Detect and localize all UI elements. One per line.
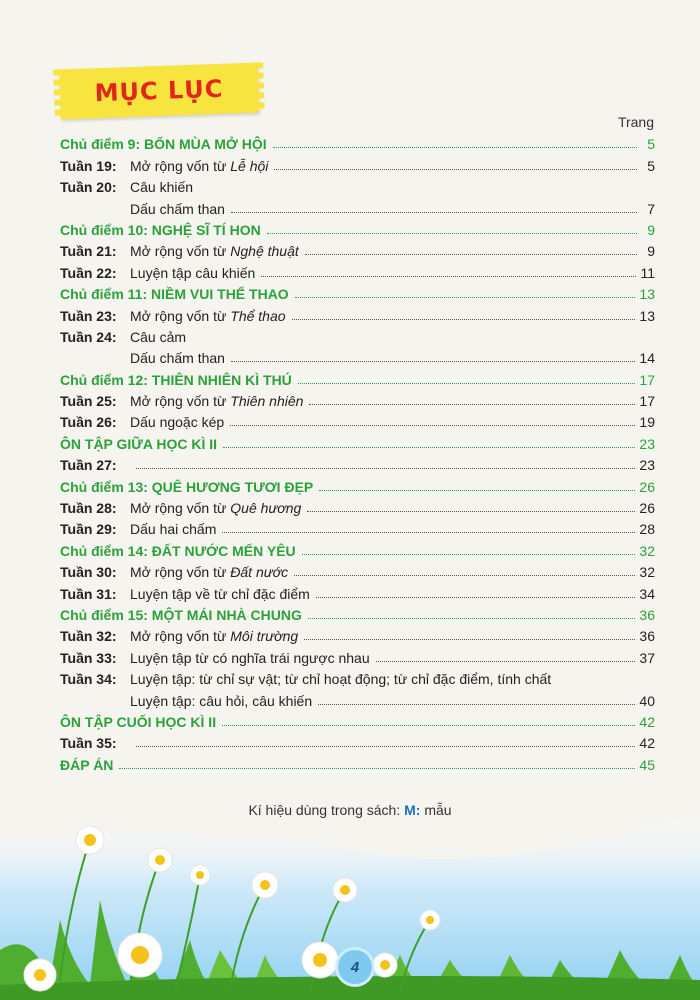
- toc-section-row: [60, 538, 655, 559]
- dot-leader: [307, 511, 635, 512]
- entry-text: Luyện tập câu khiến: [130, 264, 256, 281]
- entry-topic: Thiên nhiên: [230, 393, 304, 410]
- dot-leader: [222, 532, 635, 533]
- dot-leader: [302, 554, 636, 555]
- dot-leader: [308, 618, 636, 619]
- page-number: 37: [639, 649, 655, 666]
- toc-entry-row: [60, 260, 655, 281]
- entry-topic: Đất nước: [230, 564, 289, 581]
- page-number: 36: [639, 628, 655, 645]
- toc-entry-row: [60, 731, 655, 752]
- entry-text: Dấu chấm than: [130, 350, 225, 367]
- page-number: 13: [639, 286, 655, 303]
- legend-prefix: Kí hiệu dùng trong sách:: [248, 802, 401, 818]
- dot-leader: [298, 383, 636, 384]
- toc-section-row: [60, 474, 655, 495]
- week-label: Tuần 33:: [60, 649, 117, 666]
- page-number: 9: [647, 221, 655, 238]
- entry-text: Mở rộng vốn từ: [130, 500, 227, 517]
- toc-section-row: [60, 710, 655, 731]
- toc-entry-row: [60, 153, 655, 174]
- entry-text: Luyện tập về từ chỉ đặc điểm: [130, 585, 310, 602]
- page-number: 26: [639, 500, 655, 517]
- legend-meaning: mẫu: [424, 802, 452, 818]
- toc-section-row: [60, 218, 655, 239]
- page-number: 13: [639, 307, 655, 324]
- page-number: 5: [647, 157, 655, 174]
- toc-section-row: [60, 603, 655, 624]
- page-number: 19: [639, 414, 655, 431]
- dot-leader: [376, 661, 636, 662]
- section-title: ĐÁP ÁN: [60, 756, 114, 773]
- week-label: Tuần 23:: [60, 307, 117, 324]
- dot-leader: [294, 575, 635, 576]
- dot-leader: [136, 746, 635, 747]
- week-label: Tuần 20:: [60, 179, 117, 196]
- toc-entry-row: [60, 453, 655, 474]
- entry-topic: Thể thao: [230, 307, 286, 324]
- dot-leader: [305, 254, 637, 255]
- dot-leader: [309, 404, 635, 405]
- dot-leader: [231, 361, 635, 362]
- toc-entry-row: [60, 581, 655, 602]
- week-label: Tuần 24:: [60, 328, 117, 345]
- dot-leader: [274, 169, 637, 170]
- entry-text: Câu khiến: [130, 179, 194, 196]
- entry-topic: Quê hương: [230, 500, 302, 517]
- page-number: 23: [639, 457, 655, 474]
- page-number: 26: [639, 478, 655, 495]
- week-label: Tuần 25:: [60, 393, 117, 410]
- toc-entry-row: [60, 517, 655, 538]
- page-number: 17: [639, 371, 655, 388]
- week-label: Tuần 35:: [60, 735, 117, 752]
- toc-entry-row: [60, 325, 655, 346]
- page-number: 36: [639, 606, 655, 623]
- table-of-contents: [60, 132, 655, 774]
- toc-entry-row: [60, 688, 655, 709]
- week-label: Tuần 22:: [60, 264, 117, 281]
- week-label: Tuần 34:: [60, 671, 117, 688]
- entry-text: Mở rộng vốn từ: [130, 564, 227, 581]
- entry-text: Luyện tập: câu hỏi, câu khiến: [130, 692, 313, 709]
- legend-mark: M:: [404, 802, 421, 818]
- toc-section-row: [60, 132, 655, 153]
- dot-leader: [273, 147, 637, 148]
- page-column-header: Trang: [617, 114, 654, 130]
- page-number: 17: [639, 393, 655, 410]
- toc-entry-row: [60, 667, 655, 688]
- entry-topic: Môi trường: [230, 628, 299, 645]
- week-label: Tuần 31:: [60, 585, 117, 602]
- dot-leader: [292, 319, 636, 320]
- entry-text: Luyện tập: từ chỉ sự vật; từ chỉ hoạt động; từ chỉ đặc điểm, tính chất: [130, 671, 552, 688]
- page-number: 40: [639, 692, 655, 709]
- toc-entry-row: [60, 389, 655, 410]
- entry-text: Dấu ngoặc kép: [130, 414, 225, 431]
- dot-leader: [230, 425, 635, 426]
- page-number: 14: [639, 350, 655, 367]
- week-label: Tuần 29:: [60, 521, 117, 538]
- toc-entry-row: [60, 175, 655, 196]
- page-number: 32: [639, 542, 655, 559]
- dot-leader: [222, 725, 635, 726]
- entry-text: Mở rộng vốn từ: [130, 307, 227, 324]
- week-label: Tuần 19:: [60, 157, 117, 174]
- section-title: Chủ điểm 12: THIÊN NHIÊN KÌ THÚ: [60, 371, 292, 388]
- toc-entry-row: [60, 560, 655, 581]
- toc-entry-row: [60, 624, 655, 645]
- entry-text: Luyện tập từ có nghĩa trái ngược nhau: [130, 649, 370, 666]
- toc-section-row: [60, 431, 655, 452]
- dot-leader: [267, 233, 637, 234]
- dot-leader: [304, 639, 635, 640]
- week-label: Tuần 32:: [60, 628, 117, 645]
- toc-entry-row: [60, 410, 655, 431]
- entry-text: Mở rộng vốn từ: [130, 243, 227, 260]
- toc-entry-row: [60, 346, 655, 367]
- entry-topic: Lễ hội: [230, 157, 269, 174]
- entry-text: Dấu chấm than: [130, 200, 225, 217]
- section-title: Chủ điểm 15: MỘT MÁI NHÀ CHUNG: [60, 606, 302, 623]
- section-title: Chủ điểm 14: ĐẤT NƯỚC MẾN YÊU: [60, 542, 296, 559]
- dot-leader: [119, 768, 635, 769]
- dot-leader: [319, 490, 635, 491]
- page-number: 28: [639, 521, 655, 538]
- page-number: 5: [647, 136, 655, 153]
- page-number: 7: [647, 200, 655, 217]
- week-label: Tuần 28:: [60, 500, 117, 517]
- dot-leader: [295, 297, 636, 298]
- page-number: 23: [639, 435, 655, 452]
- page-number: 34: [639, 585, 655, 602]
- section-title: Chủ điểm 10: NGHỆ SĨ TÍ HON: [60, 221, 261, 238]
- page-title: MỤC LỤC: [94, 74, 224, 108]
- dot-leader: [136, 468, 635, 469]
- page-number: 11: [640, 264, 655, 281]
- page-number: 45: [639, 756, 655, 773]
- entry-text: Mở rộng vốn từ: [130, 393, 227, 410]
- week-label: Tuần 21:: [60, 243, 117, 260]
- entry-text: Câu cảm: [130, 328, 187, 345]
- week-label: Tuần 27:: [60, 457, 117, 474]
- dot-leader: [316, 597, 636, 598]
- entry-text: Dấu hai chấm: [130, 521, 217, 538]
- dot-leader: [318, 704, 635, 705]
- week-label: Tuần 26:: [60, 414, 117, 431]
- page-number-badge: 4: [338, 950, 372, 984]
- entry-text: Mở rộng vốn từ: [130, 157, 227, 174]
- toc-section-row: [60, 367, 655, 388]
- section-title: ÔN TẬP CUỐI HỌC KÌ II: [60, 713, 217, 730]
- page-number: 32: [639, 564, 655, 581]
- page-number: 42: [639, 713, 655, 730]
- dot-leader: [261, 276, 636, 277]
- section-title: Chủ điểm 9: BỐN MÙA MỞ HỘI: [60, 136, 267, 153]
- dot-leader: [223, 447, 635, 448]
- toc-section-row: [60, 282, 655, 303]
- toc-section-row: [60, 752, 655, 773]
- toc-entry-row: [60, 645, 655, 666]
- dot-leader: [231, 212, 637, 213]
- toc-entry-row: [60, 196, 655, 217]
- entry-text: Mở rộng vốn từ: [130, 628, 227, 645]
- title-banner: [59, 63, 259, 120]
- page-number: 42: [639, 735, 655, 752]
- toc-entry-row: [60, 496, 655, 517]
- toc-entry-row: [60, 239, 655, 260]
- toc-entry-row: [60, 303, 655, 324]
- week-label: Tuần 30:: [60, 564, 117, 581]
- entry-topic: Nghệ thuật: [230, 243, 299, 260]
- section-title: Chủ điểm 13: QUÊ HƯƠNG TƯƠI ĐẸP: [60, 478, 314, 495]
- section-title: ÔN TẬP GIỮA HỌC KÌ II: [60, 435, 218, 452]
- section-title: Chủ điểm 11: NIỀM VUI THỂ THAO: [60, 286, 289, 303]
- page-number: 9: [647, 243, 655, 260]
